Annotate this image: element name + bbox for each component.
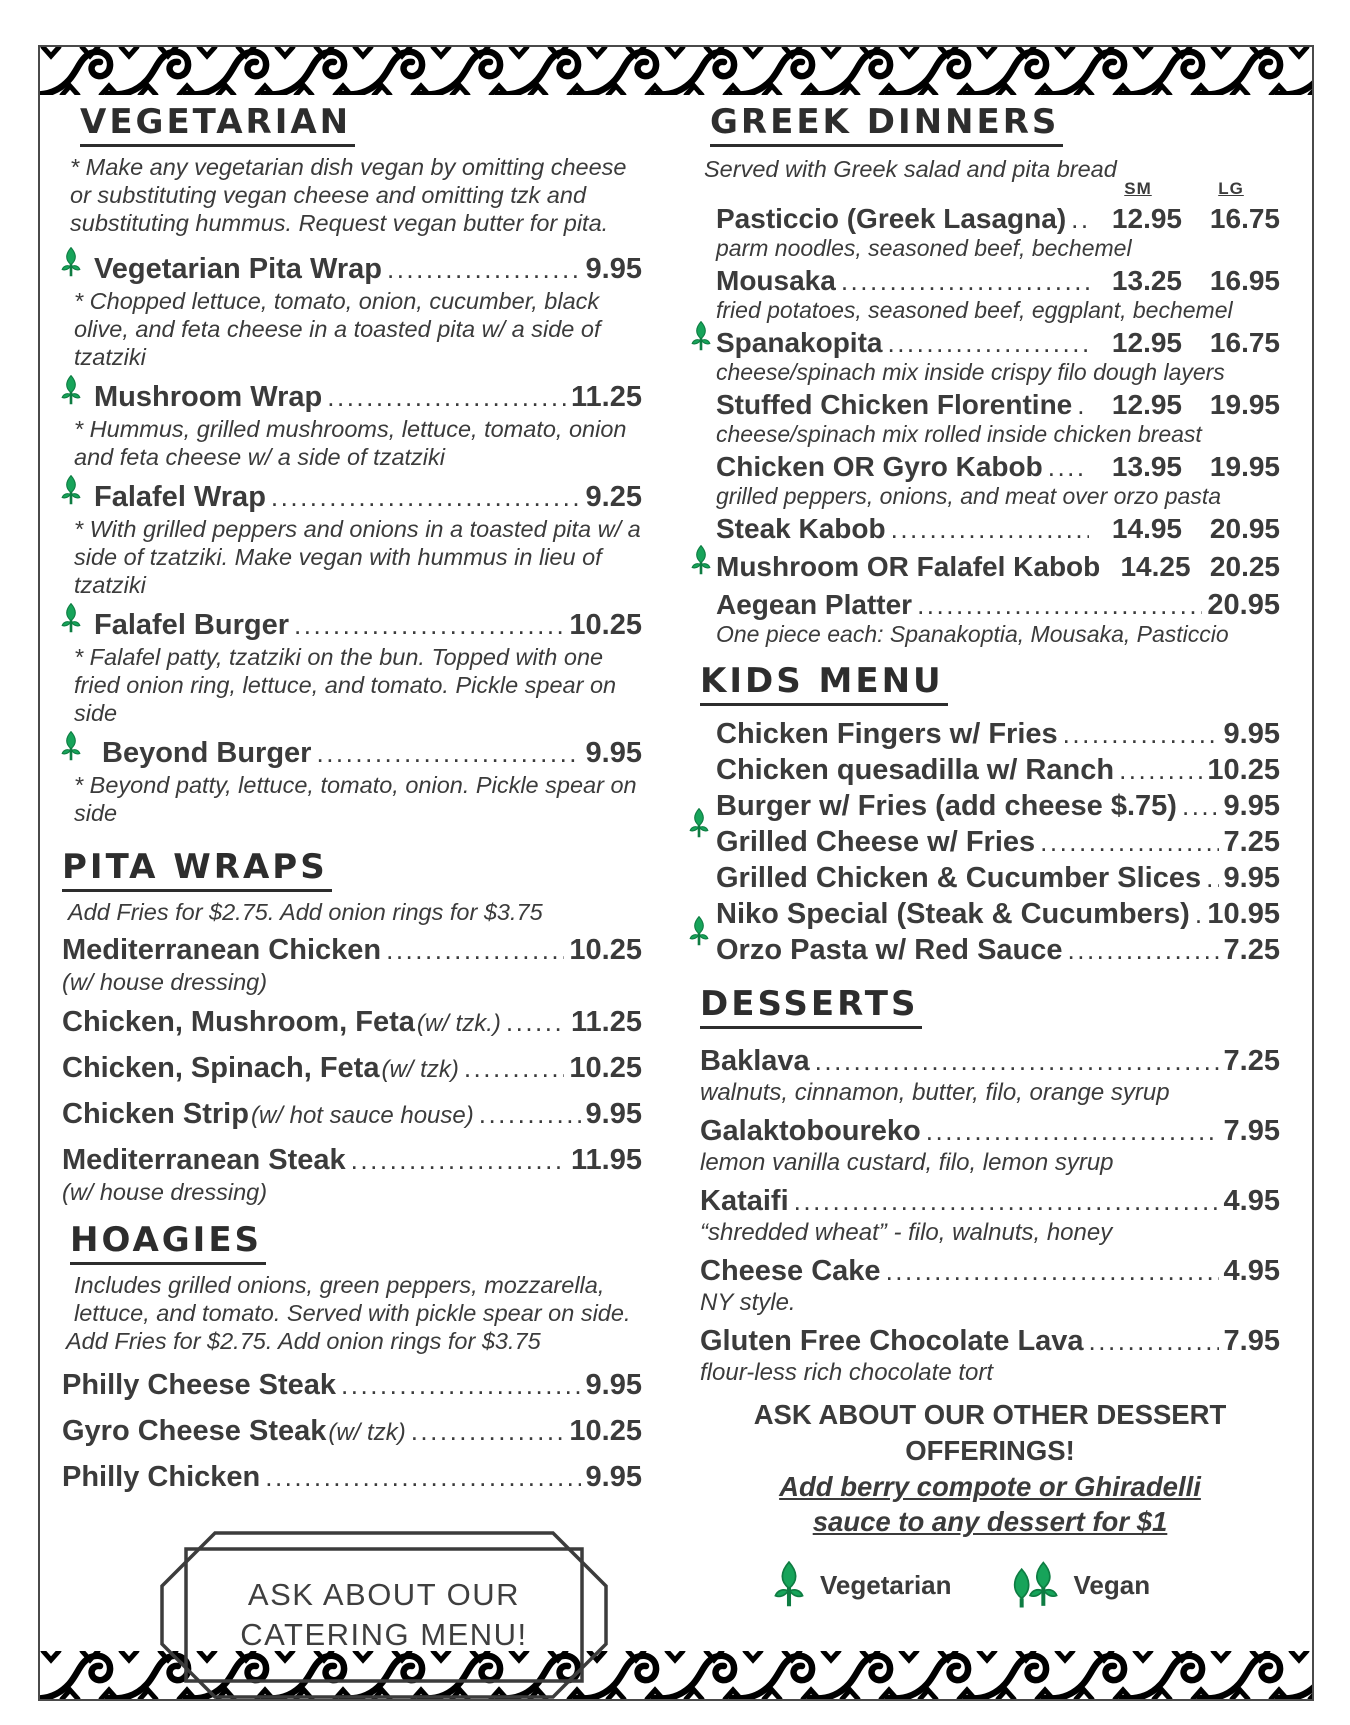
item-name: Chicken, Mushroom, Feta bbox=[62, 1006, 415, 1038]
item-name: Burger w/ Fries (add cheese $.75) bbox=[716, 790, 1177, 822]
item-price-sm: 14.95 bbox=[1111, 513, 1182, 544]
menu-item-falafel-burger bbox=[62, 605, 642, 727]
dot-leader bbox=[411, 1416, 565, 1447]
dot-leader bbox=[327, 382, 566, 413]
item-price: 7.95 bbox=[1223, 1325, 1280, 1357]
section-title-vegetarian: VEGETARIAN bbox=[80, 100, 355, 147]
menu-item-spanakopita bbox=[700, 325, 1280, 385]
menu-item-chicken-fingers bbox=[700, 716, 1280, 752]
dot-leader bbox=[891, 514, 1089, 545]
item-qualifier: (w/ tzk) bbox=[328, 1419, 406, 1446]
item-price: 9.95 bbox=[585, 1098, 642, 1130]
item-price: 9.95 bbox=[1223, 790, 1280, 822]
item-name: Pasticcio (Greek Lasagna) bbox=[716, 203, 1067, 234]
dot-leader bbox=[294, 610, 564, 641]
vegetarian-leaf-icon bbox=[60, 731, 82, 762]
section-title-desserts: DESSERTS bbox=[700, 982, 922, 1029]
dot-leader bbox=[1071, 204, 1089, 235]
dot-leader bbox=[1119, 755, 1202, 786]
menu-item-philly-chicken bbox=[62, 1457, 642, 1497]
item-price-lg: 19.95 bbox=[1209, 451, 1280, 482]
item-description: NY style. bbox=[700, 1289, 796, 1316]
size-header-large: LG bbox=[1218, 179, 1244, 198]
dot-leader bbox=[794, 1186, 1219, 1217]
item-name: Chicken Fingers w/ Fries bbox=[716, 718, 1058, 750]
item-description: grilled peppers, onions, and meat over orzo pasta bbox=[716, 483, 1222, 509]
item-name: Philly Chicken bbox=[62, 1461, 261, 1493]
item-price: 7.25 bbox=[1223, 1045, 1280, 1077]
catering-line-1: ASK ABOUT OUR bbox=[247, 1577, 521, 1612]
item-name: Grilled Chicken & Cucumber Slices bbox=[716, 862, 1202, 894]
item-price: 7.95 bbox=[1223, 1115, 1280, 1147]
menu-item-pasticcio bbox=[700, 201, 1280, 261]
vegetarian-leaf-icon bbox=[690, 545, 712, 576]
hoagies-note-1: Includes grilled onions, green peppers, mozzarella, lettuce, and tomato. Served with pickle spear on side. bbox=[74, 1272, 631, 1326]
section-title-kids-menu: KIDS MENU bbox=[700, 659, 948, 706]
item-name: Mushroom OR Falafel Kabob bbox=[716, 551, 1101, 582]
menu-item-mediterranean-chicken bbox=[62, 930, 642, 996]
item-description: * Beyond patty, lettuce, tomato, onion. Pickle spear on side bbox=[74, 772, 637, 826]
item-price: 9.95 bbox=[585, 253, 642, 285]
menu-item-cheese-cake bbox=[700, 1251, 1280, 1317]
vegetarian-leaf-icon bbox=[60, 247, 82, 278]
dot-leader bbox=[1048, 452, 1089, 483]
vegetarian-leaf-icon bbox=[60, 375, 82, 406]
item-price: 10.25 bbox=[569, 1052, 642, 1084]
item-name: Gluten Free Chocolate Lava bbox=[700, 1325, 1084, 1357]
item-name: Mushroom Wrap bbox=[94, 381, 323, 413]
dot-leader bbox=[1089, 1326, 1219, 1357]
item-price: 9.95 bbox=[585, 1461, 642, 1493]
item-price-lg: 16.75 bbox=[1209, 327, 1280, 358]
section-title-greek-dinners: GREEK DINNERS bbox=[710, 100, 1063, 147]
item-description: parm noodles, seasoned beef, bechemel bbox=[716, 235, 1132, 261]
item-price-lg: 20.95 bbox=[1209, 513, 1280, 544]
vegetarian-note: * Make any vegetarian dish vegan by omitting cheese or substituting vegan cheese and omitting tzk and substituting hummus. Request vegan butter for pita. bbox=[70, 154, 627, 236]
item-price: 4.95 bbox=[1223, 1185, 1280, 1217]
item-name: Steak Kabob bbox=[716, 513, 886, 544]
item-price-lg: 20.25 bbox=[1209, 551, 1280, 582]
item-price-lg: 19.95 bbox=[1209, 389, 1280, 420]
legend-vegetarian-label: Vegetarian bbox=[820, 1569, 952, 1600]
dot-leader bbox=[351, 1145, 566, 1176]
item-price-sm: 12.95 bbox=[1111, 327, 1182, 358]
item-name: Niko Special (Steak & Cucumbers) bbox=[716, 898, 1190, 930]
menu-item-beyond-burger bbox=[62, 733, 642, 827]
dot-leader bbox=[841, 266, 1089, 297]
pita-wraps-note: Add Fries for $2.75. Add onion rings for $3.75 bbox=[68, 899, 543, 925]
item-name: Philly Cheese Steak bbox=[62, 1369, 337, 1401]
item-price: 10.95 bbox=[1207, 898, 1280, 930]
dessert-promo-line-1: ASK ABOUT OUR OTHER DESSERT OFFERINGS! bbox=[753, 1399, 1227, 1466]
item-name: Orzo Pasta w/ Red Sauce bbox=[716, 934, 1063, 966]
hoagies-note-2: Add Fries for $2.75. Add onion rings for $3.75 bbox=[66, 1328, 541, 1354]
item-description: “shredded wheat” - filo, walnuts, honey bbox=[700, 1219, 1113, 1246]
item-description: * Chopped lettuce, tomato, onion, cucumber, black olive, and feta cheese in a toasted pita w/ a side of tzatziki bbox=[74, 288, 601, 370]
dot-leader bbox=[1195, 899, 1203, 930]
dot-leader bbox=[506, 1007, 566, 1038]
dot-leader bbox=[464, 1053, 565, 1084]
section-title-pita-wraps: PITA WRAPS bbox=[62, 845, 332, 892]
item-price: 9.95 bbox=[1223, 862, 1280, 894]
dot-leader bbox=[917, 590, 1202, 621]
left-column bbox=[62, 100, 642, 1705]
dot-leader bbox=[815, 1046, 1219, 1077]
dot-leader bbox=[316, 738, 580, 769]
size-header-small: SM bbox=[1124, 179, 1152, 198]
item-qualifier: (w/ tzk) bbox=[381, 1056, 459, 1083]
vegan-double-leaf-icon bbox=[1010, 1561, 1060, 1609]
vegetarian-leaf-icon bbox=[60, 603, 82, 634]
item-name: Aegean Platter bbox=[716, 589, 913, 620]
item-name: Stuffed Chicken Florentine bbox=[716, 389, 1073, 420]
item-name: Chicken Strip bbox=[62, 1098, 249, 1130]
diet-legend bbox=[772, 1561, 1280, 1609]
menu-item-mediterranean-steak bbox=[62, 1140, 642, 1206]
item-description: * With grilled peppers and onions in a toasted pita w/ a side of tzatziki. Make vegan with hummus in lieu of tzatziki bbox=[74, 516, 641, 598]
catering-line-2: CATERING MENU! bbox=[240, 1617, 528, 1652]
item-description: (w/ house dressing) bbox=[62, 1179, 268, 1205]
item-qualifier: (w/ tzk.) bbox=[416, 1010, 501, 1037]
dot-leader bbox=[386, 935, 564, 966]
greek-dinners-note: Served with Greek salad and pita bread bbox=[704, 156, 1117, 182]
item-name: Cheese Cake bbox=[700, 1255, 881, 1287]
vegetarian-leaf-icon bbox=[60, 475, 82, 506]
dot-leader bbox=[479, 1099, 581, 1130]
dot-leader bbox=[1040, 827, 1218, 858]
menu-item-galaktoboureko bbox=[700, 1111, 1280, 1177]
legend-vegetarian bbox=[772, 1561, 952, 1609]
dessert-promo bbox=[700, 1397, 1280, 1539]
dot-leader bbox=[271, 482, 581, 513]
item-price: 9.95 bbox=[585, 1369, 642, 1401]
dot-leader bbox=[265, 1462, 580, 1493]
dot-leader bbox=[887, 328, 1089, 359]
menu-item-chicken-quesadilla bbox=[700, 752, 1280, 788]
menu-item-chicken-strip bbox=[62, 1094, 642, 1134]
item-price-sm: 12.95 bbox=[1111, 203, 1182, 234]
vegetarian-leaf-icon bbox=[688, 916, 710, 947]
item-price: 4.95 bbox=[1223, 1255, 1280, 1287]
item-description: cheese/spinach mix rolled inside chicken breast bbox=[716, 421, 1202, 447]
menu-item-grilled-chicken-cucumber bbox=[700, 860, 1280, 896]
dot-leader bbox=[387, 254, 581, 285]
legend-vegan-label: Vegan bbox=[1073, 1569, 1151, 1600]
menu-item-philly-cheese-steak bbox=[62, 1365, 642, 1405]
item-price: 7.25 bbox=[1223, 826, 1280, 858]
item-name: Falafel Wrap bbox=[94, 481, 266, 513]
menu-item-chicken-mushroom-feta bbox=[62, 1002, 642, 1042]
item-price: 10.25 bbox=[569, 934, 642, 966]
dot-leader bbox=[1077, 390, 1089, 421]
menu-item-kataifi bbox=[700, 1181, 1280, 1247]
item-name: Beyond Burger bbox=[102, 737, 312, 769]
catering-text bbox=[154, 1525, 614, 1705]
menu-item-niko-special bbox=[700, 896, 1280, 932]
item-name: Grilled Cheese w/ Fries bbox=[716, 826, 1036, 858]
dot-leader bbox=[1063, 719, 1219, 750]
menu-item-chicken-spinach-feta bbox=[62, 1048, 642, 1088]
item-name: Spanakopita bbox=[716, 327, 883, 358]
item-price: 11.25 bbox=[571, 381, 642, 413]
item-name: Vegetarian Pita Wrap bbox=[94, 253, 382, 285]
menu-item-gyro-cheese-steak bbox=[62, 1411, 642, 1451]
vegetarian-leaf-icon bbox=[772, 1561, 806, 1609]
section-title-hoagies: HOAGIES bbox=[70, 1218, 266, 1265]
menu-item-chicken-or-gyro-kabob bbox=[700, 449, 1280, 509]
item-name: Chicken, Spinach, Feta bbox=[62, 1052, 380, 1084]
item-name: Gyro Cheese Steak bbox=[62, 1415, 327, 1447]
menu-item-grilled-cheese bbox=[700, 824, 1280, 860]
item-name: Kataifi bbox=[700, 1185, 789, 1217]
item-price: 10.25 bbox=[569, 609, 642, 641]
menu-item-vegetarian-pita-wrap bbox=[62, 249, 642, 371]
item-price-sm: 13.25 bbox=[1111, 265, 1182, 296]
menu-item-aegean-platter bbox=[700, 587, 1280, 647]
menu-item-mousaka bbox=[700, 263, 1280, 323]
item-name: Baklava bbox=[700, 1045, 810, 1077]
item-description: fried potatoes, seasoned beef, eggplant, bechemel bbox=[716, 297, 1233, 323]
right-column bbox=[700, 100, 1280, 1609]
item-price: 10.25 bbox=[1207, 754, 1280, 786]
item-price-sm: 14.25 bbox=[1120, 551, 1191, 582]
item-price: 7.25 bbox=[1223, 934, 1280, 966]
item-price: 11.95 bbox=[571, 1144, 642, 1176]
item-description: One piece each: Spanakoptia, Mousaka, Pasticcio bbox=[716, 621, 1229, 647]
item-name: Chicken OR Gyro Kabob bbox=[716, 451, 1043, 482]
item-name: Falafel Burger bbox=[94, 609, 289, 641]
item-description: lemon vanilla custard, filo, lemon syrup bbox=[700, 1149, 1114, 1176]
item-price: 9.95 bbox=[585, 737, 642, 769]
menu-item-baklava bbox=[700, 1041, 1280, 1107]
item-price: 20.95 bbox=[1207, 589, 1280, 621]
item-price: 9.25 bbox=[585, 481, 642, 513]
item-price-sm: 12.95 bbox=[1111, 389, 1182, 420]
item-description: * Falafel patty, tzatziki on the bun. Topped with one fried onion ring, lettuce, and tomato. Pickle spear on side bbox=[74, 644, 617, 726]
item-description: (w/ house dressing) bbox=[62, 969, 268, 995]
item-name: Galaktoboureko bbox=[700, 1115, 921, 1147]
dot-leader bbox=[886, 1256, 1219, 1287]
item-price-lg: 16.95 bbox=[1209, 265, 1280, 296]
item-description: flour-less rich chocolate tort bbox=[700, 1359, 994, 1386]
item-name: Mousaka bbox=[716, 265, 836, 296]
menu-item-falafel-wrap bbox=[62, 477, 642, 599]
dessert-promo-line-2: Add berry compote or Ghiradelli bbox=[779, 1471, 1201, 1502]
menu-item-burger-w-fries bbox=[700, 788, 1280, 824]
vegetarian-leaf-icon bbox=[690, 321, 712, 352]
greek-spiral-border-top bbox=[40, 47, 1312, 95]
menu-item-steak-kabob bbox=[700, 511, 1280, 547]
item-description: walnuts, cinnamon, butter, filo, orange syrup bbox=[700, 1079, 1170, 1106]
dot-leader bbox=[1182, 791, 1219, 822]
dot-leader bbox=[1068, 935, 1219, 966]
menu-item-orzo-pasta bbox=[700, 932, 1280, 968]
item-name: Mediterranean Chicken bbox=[62, 934, 382, 966]
item-description: cheese/spinach mix inside crispy filo dough layers bbox=[716, 359, 1225, 385]
item-price-sm: 13.95 bbox=[1111, 451, 1182, 482]
catering-callout-box bbox=[154, 1525, 614, 1705]
item-description: * Hummus, grilled mushrooms, lettuce, tomato, onion and feta cheese w/ a side of tzatziki bbox=[74, 416, 627, 470]
item-price-lg: 16.75 bbox=[1209, 203, 1280, 234]
item-price: 9.95 bbox=[1223, 718, 1280, 750]
dot-leader bbox=[1206, 863, 1218, 894]
menu-item-gluten-free-chocolate-lava bbox=[700, 1321, 1280, 1387]
menu-item-mushroom-or-falafel-kabob bbox=[700, 549, 1280, 585]
menu-item-mushroom-wrap bbox=[62, 377, 642, 471]
item-price: 11.25 bbox=[571, 1006, 642, 1038]
item-price: 10.25 bbox=[569, 1415, 642, 1447]
vegetarian-leaf-icon bbox=[688, 808, 710, 839]
item-name: Mediterranean Steak bbox=[62, 1144, 346, 1176]
legend-vegan bbox=[1010, 1561, 1151, 1609]
dot-leader bbox=[926, 1116, 1219, 1147]
dessert-promo-line-3: sauce to any dessert for $1 bbox=[812, 1506, 1168, 1537]
item-qualifier: (w/ hot sauce house) bbox=[250, 1102, 474, 1129]
menu-item-stuffed-chicken-florentine bbox=[700, 387, 1280, 447]
dot-leader bbox=[341, 1370, 581, 1401]
item-name: Chicken quesadilla w/ Ranch bbox=[716, 754, 1115, 786]
